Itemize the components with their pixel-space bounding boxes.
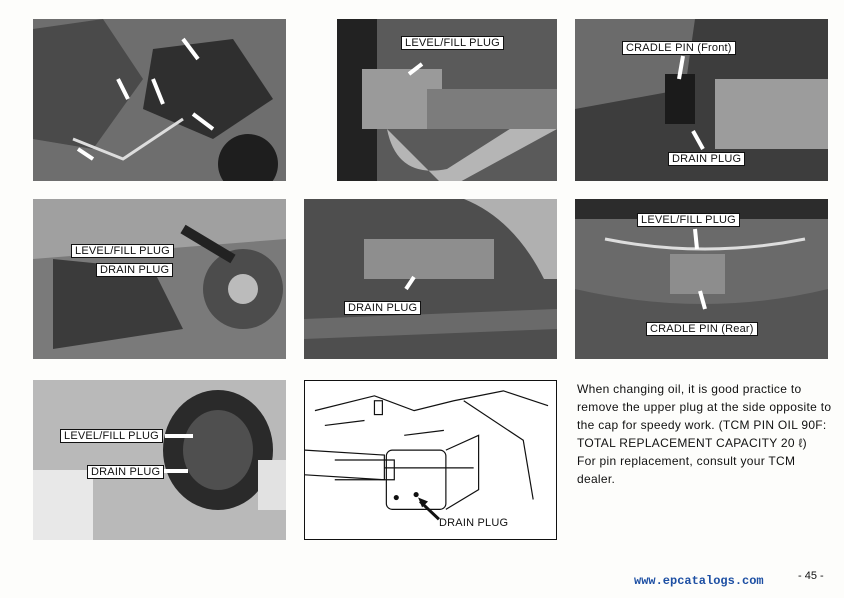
label-level-fill-plug: LEVEL/FILL PLUG <box>71 244 174 258</box>
photo-drain-plug-2-image <box>304 199 557 359</box>
photo-cradle-pin-front <box>575 19 828 181</box>
photo-cradle-pin-rear <box>575 199 828 359</box>
label-drain-plug: DRAIN PLUG <box>668 152 745 166</box>
footer-url[interactable]: www.epcatalogs.com <box>634 574 764 588</box>
photo-level-fill-plug-1 <box>337 19 557 181</box>
label-drain-plug: DRAIN PLUG <box>344 301 421 315</box>
label-level-fill-plug: LEVEL/FILL PLUG <box>60 429 163 443</box>
photo-axle-hub-plugs-image <box>33 380 286 540</box>
label-level-fill-plug: LEVEL/FILL PLUG <box>401 36 504 50</box>
illustration-drain-plug <box>304 380 557 540</box>
photo-level-drain-plug-side <box>33 199 286 359</box>
instructions-line: For pin replacement, consult your TCM <box>577 454 796 468</box>
photo-level-drain-plug-side-image <box>33 199 286 359</box>
photo-drain-plug-2 <box>304 199 557 359</box>
instructions-text <box>577 380 832 488</box>
page-number: - 45 - <box>798 570 824 582</box>
instructions-line: remove the upper plug at the side opposite to <box>577 400 832 414</box>
illustration-drain-plug-image <box>305 381 556 539</box>
photo-loader-front-linkage-image <box>33 19 286 181</box>
instructions-line: dealer. <box>577 472 616 486</box>
label-level-fill-plug: LEVEL/FILL PLUG <box>637 213 740 227</box>
instructions-line: TOTAL REPLACEMENT CAPACITY 20 ℓ) <box>577 436 807 450</box>
label-cradle-pin-rear: CRADLE PIN (Rear) <box>646 322 758 336</box>
label-drain-plug: DRAIN PLUG <box>96 263 173 277</box>
label-drain-plug: DRAIN PLUG <box>439 517 509 529</box>
instructions-line: the cap for speedy work. (TCM PIN OIL 90F: <box>577 418 827 432</box>
photo-loader-front-linkage <box>33 19 286 181</box>
label-cradle-pin-front: CRADLE PIN (Front) <box>622 41 736 55</box>
photo-axle-hub-plugs <box>33 380 286 540</box>
label-drain-plug: DRAIN PLUG <box>87 465 164 479</box>
instructions-line: When changing oil, it is good practice to <box>577 382 802 396</box>
